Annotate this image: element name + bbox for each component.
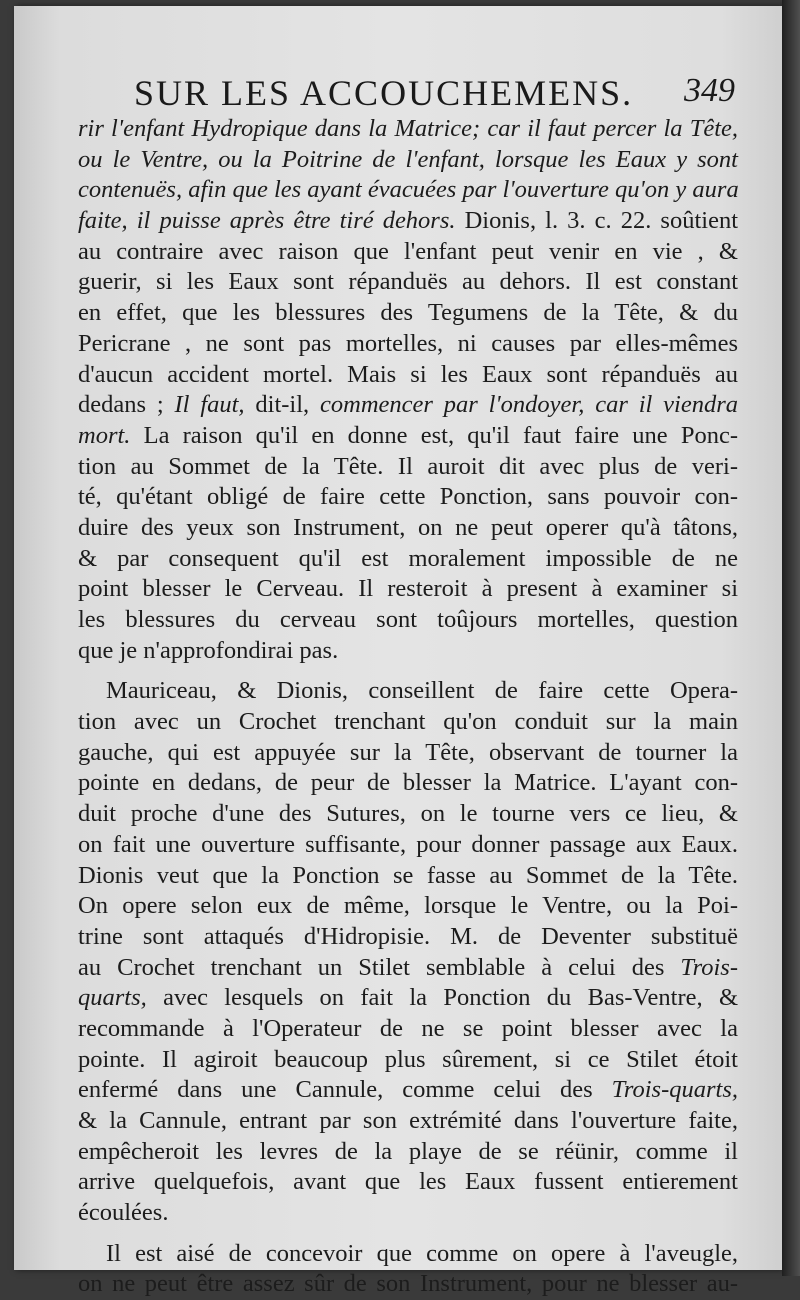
text-run: pointe. Il agiroit beaucoup plus sûrement, si ce Stilet étoit (78, 1045, 738, 1073)
paragraph-gap (78, 1229, 738, 1239)
text-run: Dionis, l. 3. c. 22. soûtient (455, 207, 739, 235)
text-line (78, 676, 738, 707)
text-line (78, 482, 738, 513)
italic-text: contenuës, afin que les ayant évacuées par l'ouverture qu'on y aura (78, 176, 739, 204)
text-run: duit proche d'une des Sutures, on le tourne vers ce lieu, & (78, 800, 738, 828)
text-run: point blesser le Cerveau. Il resteroit à present à examiner si (78, 575, 738, 603)
text-line (78, 1045, 738, 1076)
text-run: pointe en dedans, de peur de blesser la Matrice. L'ayant con- (78, 769, 738, 797)
text-line (78, 605, 738, 636)
italic-text: faite, il puisse après être tiré dehors. (78, 207, 456, 235)
book-gutter-edge (782, 0, 800, 1276)
text-run: d'aucun accident mortel. Mais si les Eaux sont répanduës au (78, 360, 738, 388)
text-run: empêcheroit les levres de la playe de se réünir, comme il (78, 1137, 738, 1165)
text-run: arrive quelquefois, avant que les Eaux fussent entierement (78, 1168, 738, 1196)
italic-text: Il faut, (174, 391, 245, 419)
text-run: dit-il, (244, 391, 320, 419)
italic-text: Trois- (680, 953, 738, 981)
text-line (78, 1137, 738, 1168)
text-line (78, 1269, 738, 1300)
running-title: SUR LES ACCOUCHEMENS. (134, 73, 634, 113)
text-line (78, 390, 738, 421)
text-run: & par consequent qu'il est moralement impossible de ne (78, 544, 738, 572)
text-line (78, 707, 738, 738)
text-run: écoulées. (78, 1199, 169, 1227)
text-run: Dionis veut que la Ponction se fasse au Sommet de la Tête. (78, 861, 738, 889)
text-line (78, 636, 738, 667)
text-run: les blessures du cerveau sont toûjours mortelles, question (78, 606, 738, 633)
text-line (78, 1075, 738, 1106)
text-line (78, 298, 738, 329)
italic-text: ou le Ventre, ou la Poitrine de l'enfant, lorsque les Eaux y sont (78, 145, 738, 173)
page-number: 349 (684, 72, 735, 109)
text-line (78, 452, 738, 483)
text-line (78, 175, 738, 206)
text-line (78, 983, 738, 1014)
text-line (78, 1239, 738, 1270)
text-line (78, 574, 738, 605)
italic-text: commencer par l'ondoyer, car il viendra (320, 391, 738, 419)
italic-text: mort. (78, 421, 131, 449)
text-line (78, 738, 738, 769)
text-run: recommande à l'Operateur de ne se point blesser avec la (78, 1014, 738, 1042)
page-header (84, 64, 744, 114)
text-run: avec lesquels on fait la Ponction du Bas-Ventre, & (146, 984, 738, 1012)
text-run: Pericrane , ne sont pas mortelles, ni causes par elles-mêmes (78, 329, 738, 357)
body-text (78, 114, 738, 1300)
paragraph-gap (78, 666, 738, 676)
text-line (78, 1198, 738, 1229)
text-line (78, 1014, 738, 1045)
text-line (78, 360, 738, 391)
text-run: On opere selon eux de même, lorsque le Ventre, ou la Poi- (78, 892, 738, 920)
text-line (78, 206, 738, 237)
text-line (78, 1106, 738, 1137)
italic-text: Trois-quarts, (611, 1076, 738, 1104)
text-line (78, 830, 738, 861)
text-run: enfermé dans une Cannule, comme celui des (78, 1076, 612, 1104)
text-run: au contraire avec raison que l'enfant peut venir en vie , & (78, 237, 738, 265)
text-run: trine sont attaqués d'Hidropisie. M. de Deventer substituë (78, 922, 738, 950)
text-run: Mauriceau, & Dionis, conseillent de faire cette Opera- (106, 677, 738, 705)
text-line (78, 513, 738, 544)
text-run: au Crochet trenchant un Stilet semblable à celui des (78, 953, 681, 981)
text-line (78, 799, 738, 830)
text-line (78, 891, 738, 922)
text-run: guerir, si les Eaux sont répanduës au dehors. Il est constant (78, 268, 738, 296)
text-line (78, 329, 738, 360)
text-run: tion au Sommet de la Tête. Il auroit dit avec plus de veri- (78, 452, 738, 480)
text-line (78, 544, 738, 575)
text-line (78, 953, 738, 984)
text-run: on ne peut être assez sûr de son Instrument, pour ne blesser au- (78, 1270, 738, 1298)
text-run: en effet, que les blessures des Tegumens de la Tête, & du (78, 299, 738, 327)
text-line (78, 1167, 738, 1198)
text-line (78, 114, 738, 145)
text-run: gauche, qui est appuyée sur la Tête, observant de tourner la (78, 738, 738, 766)
text-run: on fait une ouverture suffisante, pour donner passage aux Eaux. (78, 830, 738, 858)
text-line (78, 922, 738, 953)
text-run: tion avec un Crochet trenchant qu'on conduit sur la main (78, 708, 738, 736)
text-run: La raison qu'il en donne est, qu'il faut faire une Ponc- (130, 421, 738, 449)
text-run: Il est aisé de concevoir que comme on opere à l'aveugle, (106, 1239, 738, 1267)
text-line (78, 267, 738, 298)
text-line (78, 861, 738, 892)
text-run: duire des yeux son Instrument, on ne peut operer qu'à tâtons, (78, 513, 738, 541)
text-run: té, qu'étant obligé de faire cette Ponction, sans pouvoir con- (78, 483, 738, 511)
italic-text: quarts, (78, 984, 147, 1012)
text-run: que je n'approfondirai pas. (78, 636, 339, 664)
italic-text: rir l'enfant Hydropique dans la Matrice; car il faut percer la Tête, (78, 115, 738, 142)
text-line (78, 768, 738, 799)
text-line (78, 145, 738, 176)
text-line (78, 421, 738, 452)
text-run: & la Cannule, entrant par son extrémité dans l'ouverture faite, (78, 1107, 738, 1134)
book-page (14, 6, 782, 1298)
text-run: dedans ; (78, 391, 175, 419)
text-line (78, 237, 738, 268)
